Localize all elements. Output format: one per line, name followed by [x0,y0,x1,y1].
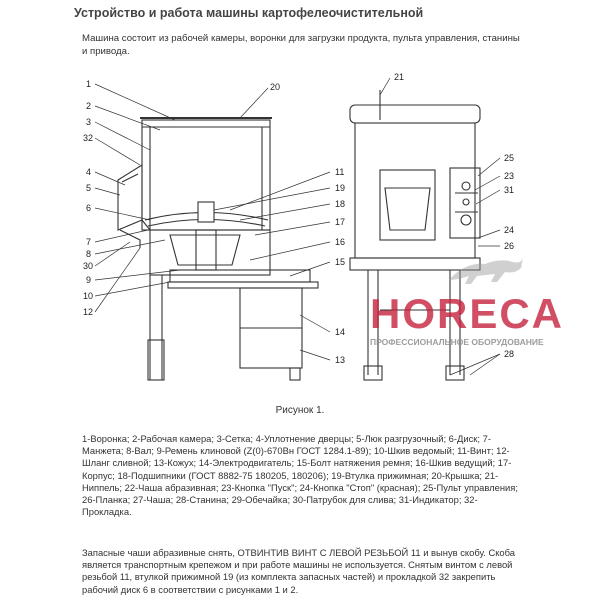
svg-text:32: 32 [83,133,94,143]
svg-text:28: 28 [504,349,515,359]
svg-text:24: 24 [504,225,515,235]
figure-caption: Рисунок 1. [275,405,325,416]
leopard-silhouette-icon [445,252,525,286]
svg-text:25: 25 [504,153,515,163]
svg-text:30: 30 [83,261,94,271]
svg-text:8: 8 [86,249,92,259]
svg-text:5: 5 [86,183,92,193]
svg-text:19: 19 [335,183,346,193]
intro-paragraph: Машина состоит из рабочей камеры, воронки для загрузки продукта, пульта управления, станины и привода. [82,33,520,57]
svg-text:10: 10 [83,291,94,301]
horeca-watermark [360,292,600,352]
svg-text:12: 12 [83,307,94,317]
svg-text:20: 20 [270,82,281,92]
svg-text:11: 11 [335,167,345,177]
svg-text:13: 13 [335,355,346,365]
svg-text:21: 21 [394,72,405,82]
svg-text:9: 9 [86,275,92,285]
svg-text:7: 7 [86,237,92,247]
svg-text:31: 31 [504,185,515,195]
svg-text:18: 18 [335,199,346,209]
svg-text:4: 4 [86,167,92,177]
svg-text:15: 15 [335,257,346,267]
svg-text:3: 3 [86,117,92,127]
svg-text:17: 17 [335,217,346,227]
svg-text:16: 16 [335,237,346,247]
watermark-tagline: ПРОФЕССИОНАЛЬНОЕ ОБОРУДОВАНИЕ [370,337,544,347]
svg-text:1: 1 [86,79,92,89]
svg-text:6: 6 [86,203,92,213]
parts-legend: 1-Воронка; 2-Рабочая камера; 3-Сетка; 4-Уплотнение дверцы; 5-Люк разгрузочный; 6-Диск; 7-Манжета; 8-Вал; 9-Ремень клиновой (Z(0)-670Вн ГОСТ 1284.1-89); 10-Шкив ведомый; 11-Винт; 12-Шланг сливной; 13-Кожух; 14-Электродвигатель; 15-Болт натяжения ремня; 16-Шкив ведущий; 17-Корпус; 18-Подшипники (ГОСТ 8882-75 180205, 180206); 19-Втулка прижимная; 20-Крышка; 21-Ниппель; 22-Чаша абразивная; 23-Кнопка "Пуск"; 24-Кнопка "Стоп" (красная); 25-Пульт управления; 26-Планка; 27-Чаша; 28-Станина; 29-Обечайка; 30-Патрубок для слива; 31-Индикатор; 32-Прокладка. [82,433,518,518]
svg-text:2: 2 [86,101,92,111]
instructions-paragraph: Запасные чаши абразивные снять, ОТВИНТИВ ВИНТ С ЛЕВОЙ РЕЗЬБОЙ 11 и вынув скобу. Скоба является транспортным крепежом и при работе машины не используется. Снятым винтом с левой резьбой 11, втулкой прижимной 19 (из комплекта запасных частей) и прокладкой 32 закрепить рабочий диск 6 в соответствии с рисунками 1 и 2. [82,547,516,595]
page-title: Устройство и работа машины картофелеочистительной [74,6,424,20]
svg-text:23: 23 [504,171,515,181]
svg-text:26: 26 [504,241,515,251]
svg-text:14: 14 [335,327,346,337]
watermark-brand: HORECA [370,290,565,337]
